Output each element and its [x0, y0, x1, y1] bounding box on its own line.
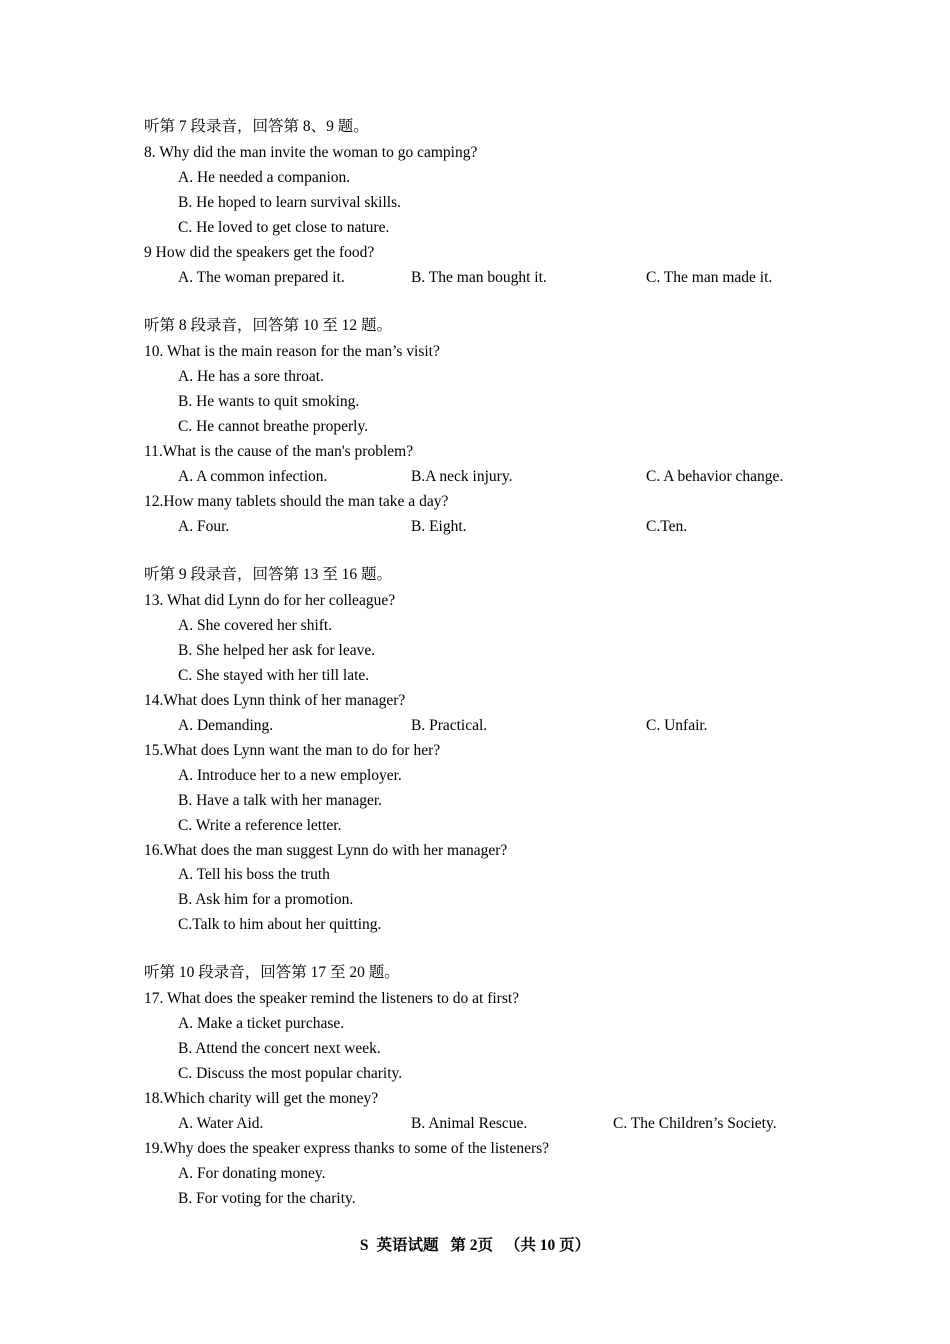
answer-option: C.Talk to him about her quitting.: [178, 916, 382, 933]
answer-option: C. The Children’s Society.: [613, 1115, 777, 1132]
question-text: 17. What does the speaker remind the listeners to do at first?: [144, 990, 520, 1007]
section-heading: 听第 10 段录音，回答第 17 至 20 题。: [144, 964, 400, 981]
question-text: 15.What does Lynn want the man to do for her?: [144, 742, 441, 759]
question-text: 12.How many tablets should the man take a day?: [144, 493, 449, 510]
footer-page-number: 第 2页: [450, 1237, 493, 1254]
answer-option: C. The man made it.: [646, 269, 773, 286]
question-text: 19.Why does the speaker express thanks to some of the listeners?: [144, 1140, 550, 1157]
answer-option: B. He hoped to learn survival skills.: [178, 194, 401, 211]
answer-option: A. Introduce her to a new employer.: [178, 767, 402, 784]
answer-option: C. Unfair.: [646, 717, 708, 734]
answer-option: B. He wants to quit smoking.: [178, 393, 360, 410]
answer-option: C. Write a reference letter.: [178, 817, 342, 834]
question-text: 16.What does the man suggest Lynn do with her manager?: [144, 842, 508, 859]
question-text: 13. What did Lynn do for her colleague?: [144, 592, 396, 609]
answer-option: B. Animal Rescue.: [411, 1115, 528, 1132]
answer-option: C. He loved to get close to nature.: [178, 219, 390, 236]
question-text: 10. What is the main reason for the man’s visit?: [144, 343, 440, 360]
answer-option: B. For voting for the charity.: [178, 1190, 356, 1207]
answer-option: A. He needed a companion.: [178, 169, 351, 186]
section-heading: 听第 7 段录音，回答第 8、9 题。: [144, 118, 369, 135]
answer-option: B.A neck injury.: [411, 468, 513, 485]
answer-option: B. Have a talk with her manager.: [178, 792, 383, 809]
answer-option: A. He has a sore throat.: [178, 368, 324, 385]
answer-option: A. Water Aid.: [178, 1115, 264, 1132]
answer-option: B. Eight.: [411, 518, 467, 535]
answer-option: A. Tell his boss the truth: [178, 866, 330, 883]
answer-option: B. Ask him for a promotion.: [178, 891, 354, 908]
page-footer: [0, 1234, 950, 1258]
answer-option: A. Make a ticket purchase.: [178, 1015, 345, 1032]
answer-option: A. Four.: [178, 518, 230, 535]
answer-option: C. Discuss the most popular charity.: [178, 1065, 403, 1082]
section-heading: 听第 9 段录音，回答第 13 至 16 题。: [144, 566, 393, 583]
question-text: 8. Why did the man invite the woman to go camping?: [144, 144, 478, 161]
question-text: 18.Which charity will get the money?: [144, 1090, 379, 1107]
question-text: 11.What is the cause of the man's problem?: [144, 443, 414, 460]
footer-series: S: [359, 1237, 369, 1254]
footer-subject: 英语试题: [376, 1237, 439, 1254]
section-heading: 听第 8 段录音，回答第 10 至 12 题。: [144, 317, 393, 334]
answer-option: A. She covered her shift.: [178, 617, 333, 634]
answer-option: B. Practical.: [411, 717, 488, 734]
answer-option: C. He cannot breathe properly.: [178, 418, 369, 435]
answer-option: C. A behavior change.: [646, 468, 784, 485]
answer-option: B. Attend the concert next week.: [178, 1040, 381, 1057]
question-text: 9 How did the speakers get the food?: [144, 244, 375, 261]
answer-option: A. The woman prepared it.: [178, 269, 345, 286]
answer-option: A. Demanding.: [178, 717, 274, 734]
footer-total-pages: （共 10 页）: [504, 1237, 591, 1254]
answer-option: B. She helped her ask for leave.: [178, 642, 376, 659]
question-text: 14.What does Lynn think of her manager?: [144, 692, 406, 709]
answer-option: B. The man bought it.: [411, 269, 547, 286]
answer-option: C. She stayed with her till late.: [178, 667, 370, 684]
answer-option: A. For donating money.: [178, 1165, 326, 1182]
answer-option: C.Ten.: [646, 518, 688, 535]
answer-option: A. A common infection.: [178, 468, 328, 485]
